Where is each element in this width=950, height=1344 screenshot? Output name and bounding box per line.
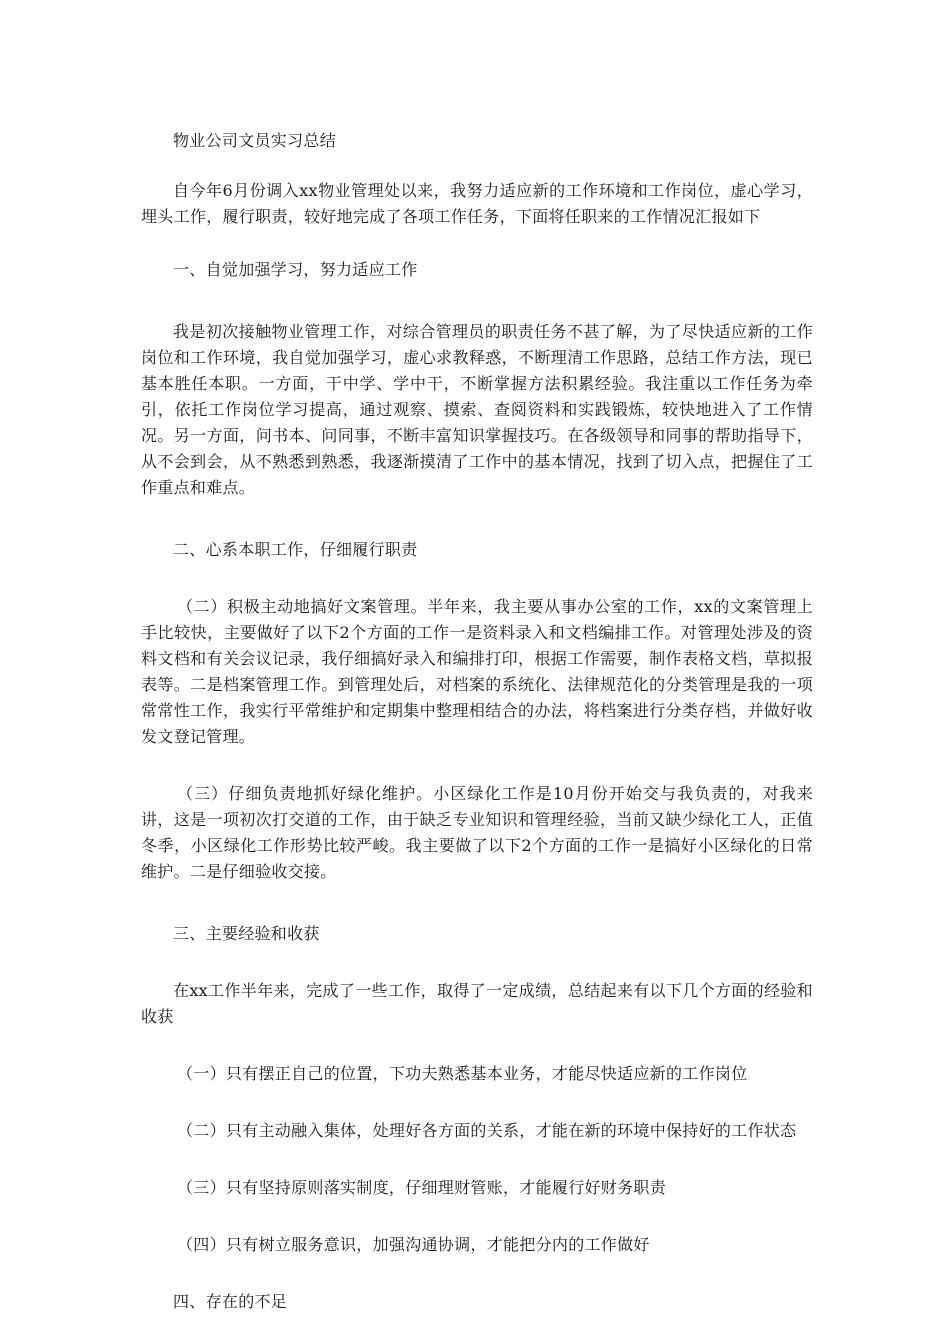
body-paragraph: （三）仔细负责地抓好绿化维护。小区绿化工作是10月份开始交与我负责的，对我来讲，这是一项初次打交道的工作，由于缺乏专业知识和管理经验，当前又缺少绿化工人，正值冬季，小区绿化工作形势比较严峻。我主要做了以下2个方面的工作一是搞好小区绿化的日常维护。二是仔细验收交接。 (141, 784, 813, 881)
list-item: （四）只有树立服务意识，加强沟通协调，才能把分内的工作做好 (177, 1235, 650, 1254)
list-item: （二）只有主动融入集体，处理好各方面的关系，才能在新的环境中保持好的工作状态 (177, 1121, 797, 1140)
body-paragraph: （二）积极主动地搞好文案管理。半年来，我主要从事办公室的工作，xx的文案管理上手比较快，主要做好了以下2个方面的工作一是资料录入和文档编排工作。对管理处涉及的资料文档和有关会议记录，我仔细搞好录入和编排打印，根据工作需要，制作表格文档，草拟报表等。二是档案管理工作。到管理处后，对档案的系统化、法律规范化的分类管理是我的一项常常性工作，我实行平常维护和定期集中整理相结合的办法，将档案进行分类存档，并做好收发文登记管理。 (141, 597, 813, 746)
document-body (141, 128, 813, 1315)
section-heading-4: 四、存在的不足 (173, 1292, 288, 1311)
list-item: （一）只有摆正自己的位置，下功夫熟悉基本业务，才能尽快适应新的工作岗位 (177, 1064, 748, 1083)
list-item: （三）只有坚持原则落实制度，仔细理财管账，才能履行好财务职责 (177, 1178, 667, 1197)
body-paragraph: 在xx工作半年来，完成了一些工作，取得了一定成绩，总结起来有以下几个方面的经验和收获 (141, 981, 813, 1026)
document-title: 物业公司文员实习总结 (173, 131, 337, 150)
intro-paragraph: 自今年6月份调入xx物业管理处以来，我努力适应新的工作环境和工作岗位，虚心学习，埋头工作，履行职责，较好地完成了各项工作任务，下面将任职来的工作情况汇报如下 (141, 181, 813, 226)
section-heading-1: 一、自觉加强学习，努力适应工作 (173, 260, 418, 279)
body-paragraph: 我是初次接触物业管理工作，对综合管理员的职责任务不甚了解，为了尽快适应新的工作岗位和工作环境，我自觉加强学习，虚心求教释惑，不断理清工作思路，总结工作方法，现已基本胜任本职。一方面，干中学、学中干，不断掌握方法积累经验。我注重以工作任务为牵引，依托工作岗位学习提高，通过观察、摸索、查阅资料和实践锻炼，较快地进入了工作情况。另一方面，问书本、问同事，不断丰富知识掌握技巧。在各级领导和同事的帮助指导下，从不会到会，从不熟悉到熟悉，我逐渐摸清了工作中的基本情况，找到了切入点，把握住了工作重点和难点。 (141, 322, 813, 497)
section-heading-2: 二、心系本职工作，仔细履行职责 (173, 540, 418, 559)
section-heading-3: 三、主要经验和收获 (173, 924, 320, 943)
